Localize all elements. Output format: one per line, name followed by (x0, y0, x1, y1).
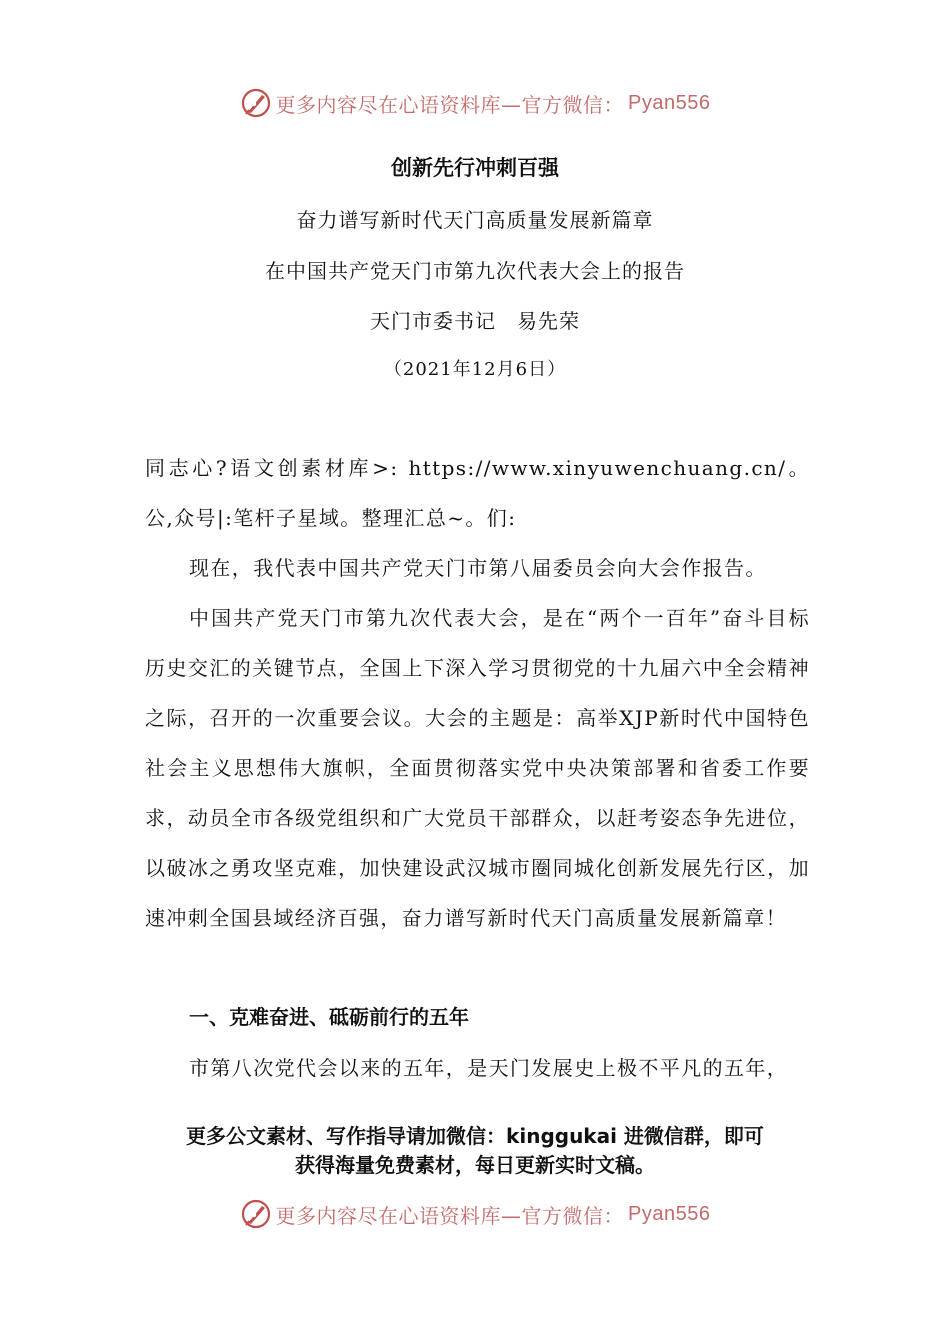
header-banner-text: 更多内容尽在心语资料库—官方微信： (275, 92, 625, 117)
document-speaker: 天门市委书记 易先荣 (370, 309, 580, 333)
section-heading-1: 一、克难奋进、砥砺前行的五年 (189, 1005, 469, 1029)
header-banner (0, 83, 950, 123)
quill-pen-logo-icon (240, 87, 272, 119)
footer-banner-text: 更多内容尽在心语资料库—官方微信： (275, 1203, 625, 1228)
header-banner-contact: Pyan556 (628, 91, 711, 114)
intro-paragraph: 同志心?语文创素材库>: https://www.xinyuwenchuang.cn/。公,众号|:笔杆子星域。整理汇总~。们: (145, 456, 810, 530)
promo-line-1: 更多公文素材、写作指导请加微信：kinggukai 进微信群，即可 (186, 1124, 764, 1148)
body-paragraph-1: 现在，我代表中国共产党天门市第八届委员会向大会作报告。 (189, 556, 767, 580)
quill-pen-logo-icon (240, 1198, 272, 1230)
document-title: 创新先行冲刺百强 (391, 155, 559, 180)
document-date: （2021年12月6日） (383, 359, 567, 380)
footer-banner (0, 1194, 950, 1234)
footer-banner-contact: Pyan556 (628, 1202, 711, 1225)
body-paragraph-3: 市第八次党代会以来的五年，是天门发展史上极不平凡的五年， (189, 1056, 789, 1080)
document-subtitle: 奋力谱写新时代天门高质量发展新篇章 (296, 208, 654, 232)
promo-notice (0, 1122, 950, 1180)
promo-line-2: 获得海量免费素材，每日更新实时文稿。 (295, 1153, 655, 1177)
document-occasion: 在中国共产党天门市第九次代表大会上的报告 (265, 259, 685, 283)
body-paragraph-2: 中国共产党天门市第九次代表大会，是在“两个一百年”奋斗目标历史交汇的关键节点，全国上下深入学习贯彻党的十九届六中全会精神之际，召开的一次重要会议。大会的主题是：高举XJP新时代中国特色社会主义思想伟大旗帜，全面贯彻落实党中央决策部署和省委工作要求，动员全市各级党组织和广大党员干部群众，以赶考姿态争先进位，以破冰之勇攻坚克难，加快建设武汉城市圈同城化创新发展先行区，加速冲刺全国县域经济百强，奋力谱写新时代天门高质量发展新篇章！ (145, 606, 810, 930)
